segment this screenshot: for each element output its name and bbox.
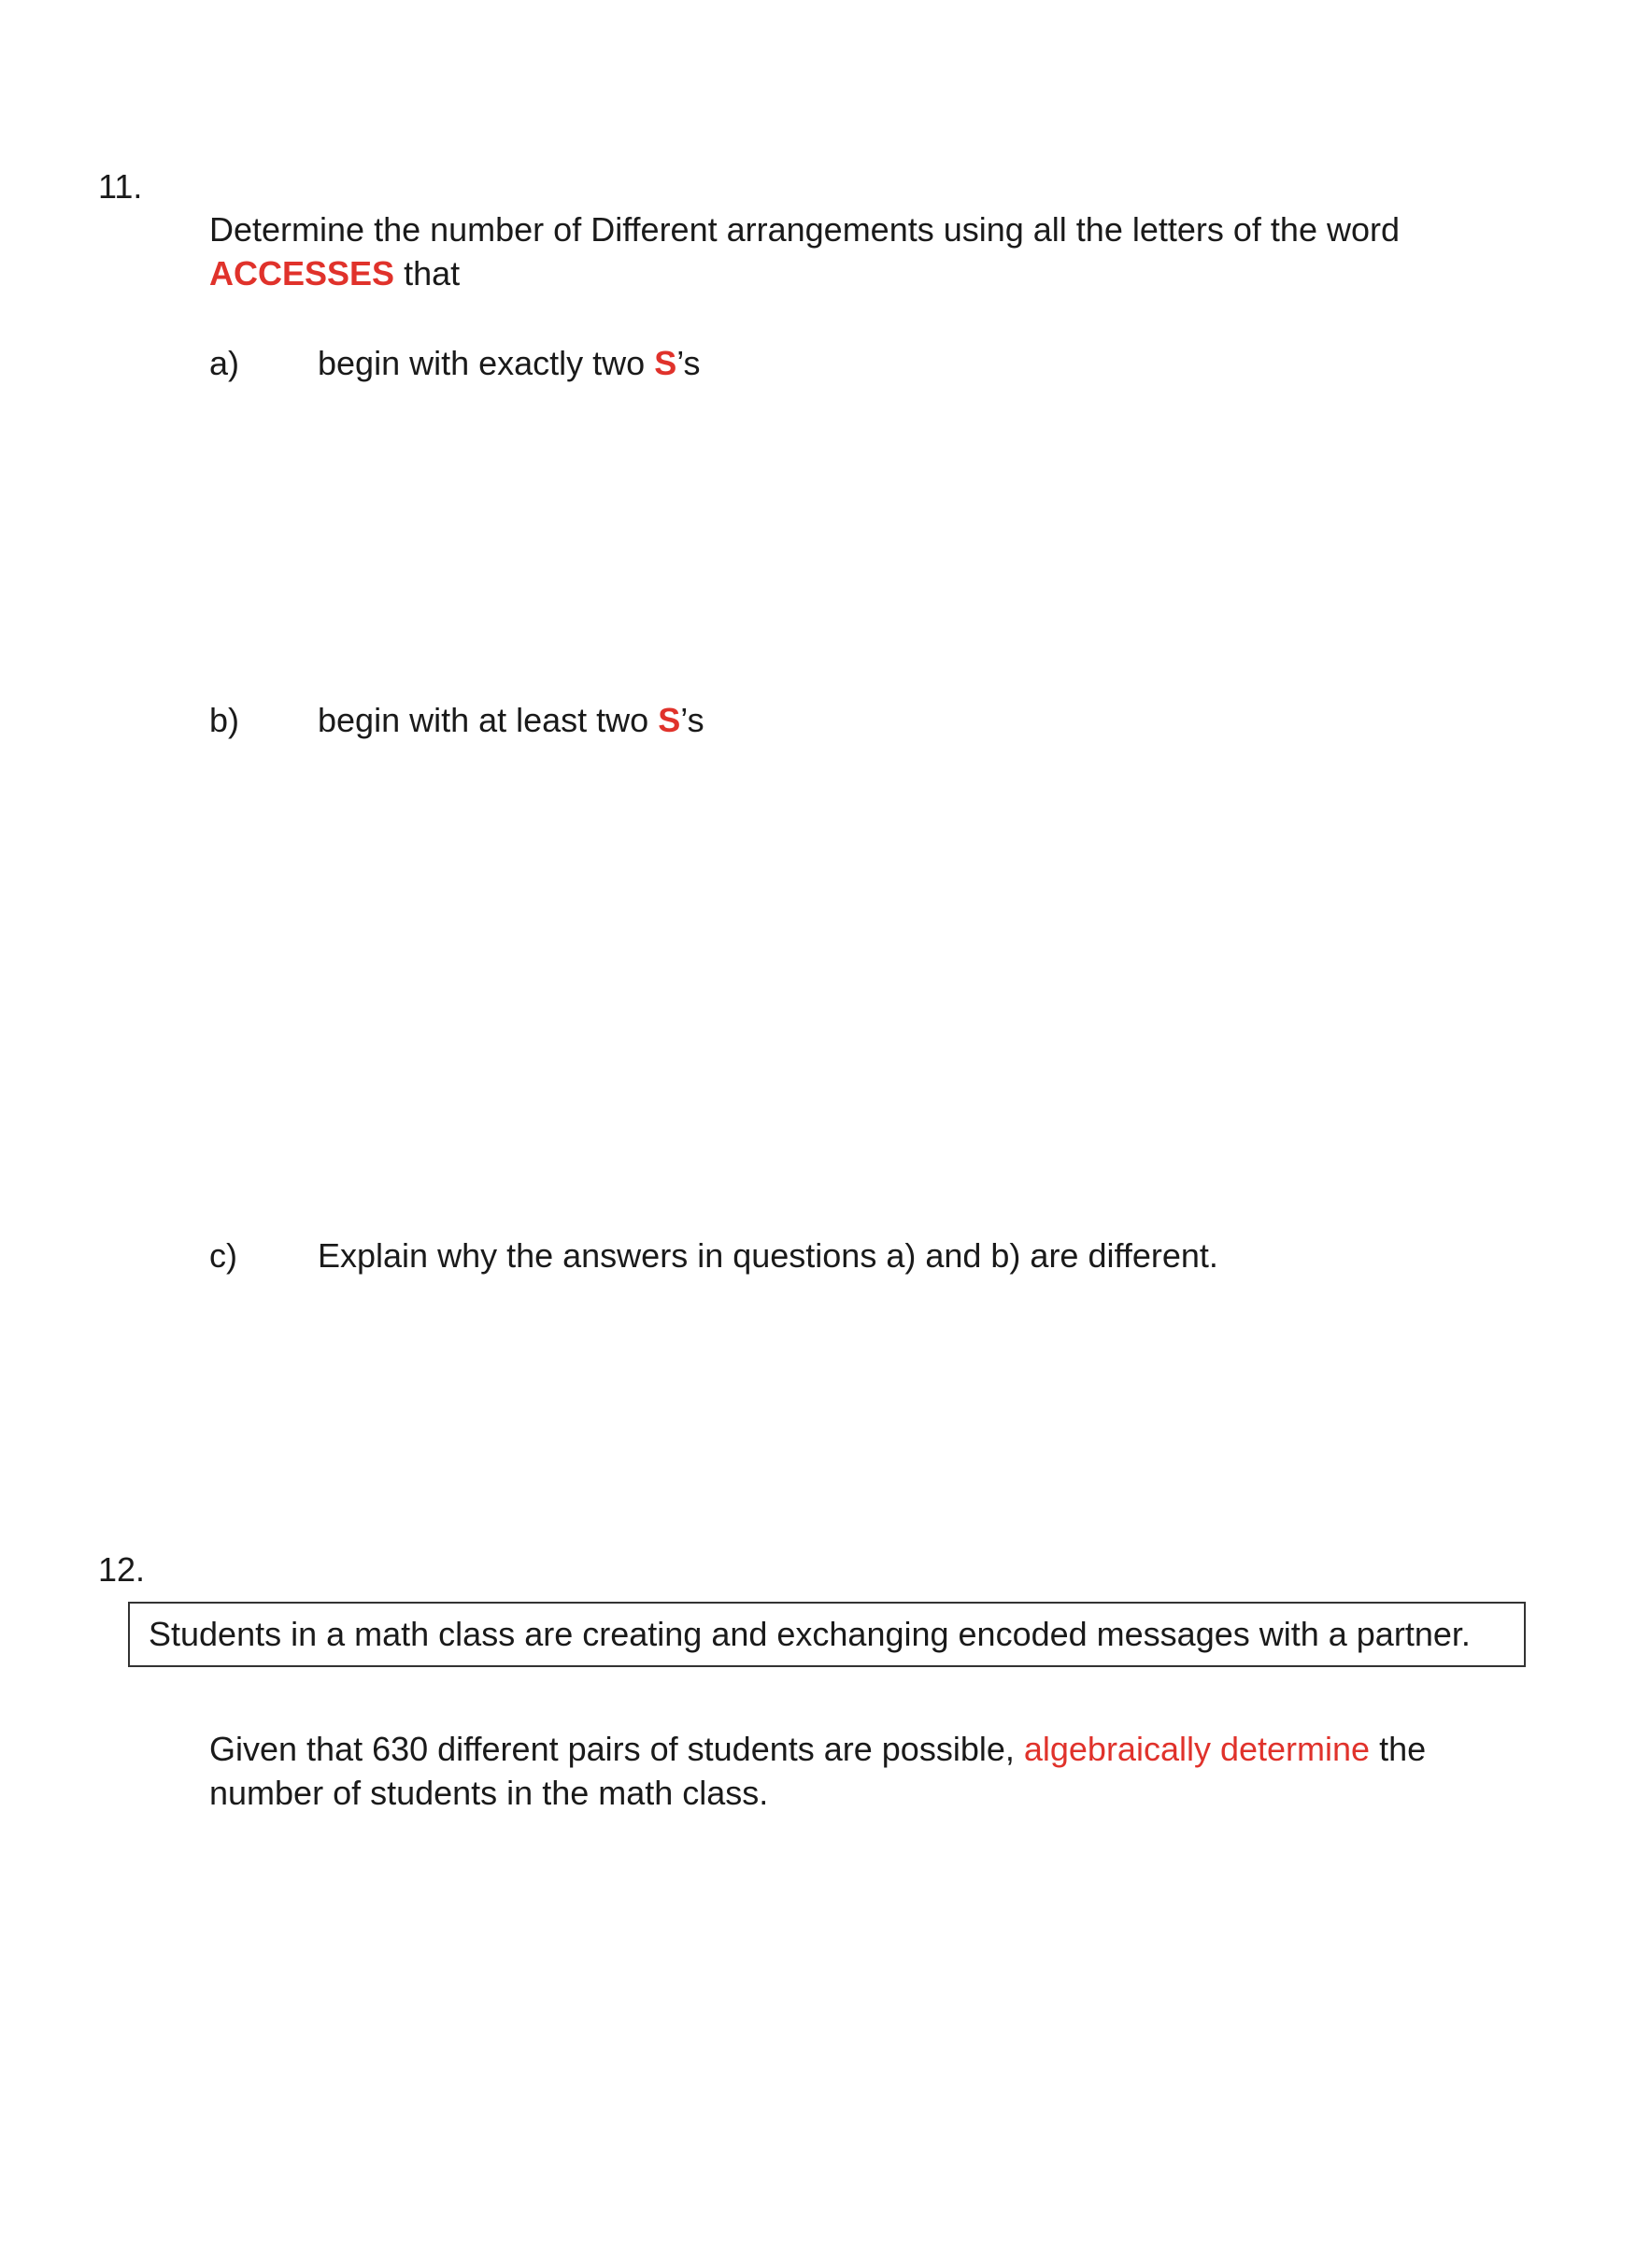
part-a-label: a)	[209, 344, 240, 382]
part-a-highlight: S	[654, 344, 677, 382]
part-b-suffix: ’s	[680, 701, 704, 739]
part-b-label: b)	[209, 701, 240, 739]
part-c-label: c)	[209, 1236, 237, 1275]
part-b-highlight: S	[658, 701, 681, 739]
part-b-text	[318, 698, 704, 742]
prompt-highlight: algebraically determine	[1023, 1730, 1371, 1768]
prompt-tail: that	[394, 254, 461, 292]
part-b-body: begin with at least two	[318, 701, 659, 739]
part-a-text	[318, 341, 701, 385]
question-12-context-box: Students in a math class are creating and exchanging encoded messages with a partner.	[128, 1602, 1526, 1667]
question-11-prompt-line2	[209, 251, 460, 295]
part-c-text: Explain why the answers in questions a) and b) are different.	[318, 1236, 1218, 1275]
part-a-body: begin with exactly two	[318, 344, 655, 382]
prompt-start: Given that 630 different pairs of students are possible,	[209, 1730, 1024, 1768]
question-11-prompt-line1: Determine the number of Different arrangements using all the letters of the word	[209, 210, 1400, 249]
question-12-number: 12.	[98, 1550, 146, 1589]
question-12-prompt-line1	[209, 1727, 1426, 1771]
question-11-number: 11.	[98, 167, 143, 206]
highlight-word: ACCESSES	[209, 254, 395, 292]
prompt-end: the	[1370, 1730, 1427, 1768]
part-a-suffix: ’s	[676, 344, 701, 382]
question-12-prompt-line2: number of students in the math class.	[209, 1774, 769, 1812]
